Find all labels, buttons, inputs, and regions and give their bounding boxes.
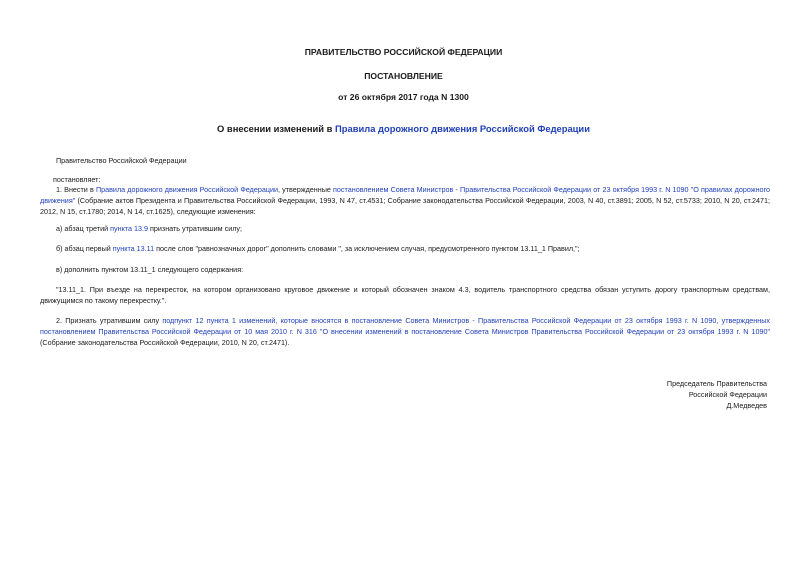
item-a-link[interactable]: пункта 13.9 bbox=[110, 224, 148, 233]
title-prefix: О внесении изменений в bbox=[217, 123, 336, 134]
item-2-text-a: 2. Признать утратившим силу bbox=[56, 316, 163, 325]
signature-country: Российской Федерации bbox=[688, 390, 767, 399]
doc-type-heading: ПОСТАНОВЛЕНИЕ bbox=[364, 71, 443, 81]
date-line: от 26 октября 2017 года N 1300 bbox=[338, 92, 469, 102]
item-1-decree-link[interactable]: постановлением Совета Министров - Правительства Российской Федерации от 23 октября 1993 г. N 1090 "О правилах дорожного движения" bbox=[40, 185, 770, 205]
item-1-paragraph bbox=[40, 184, 770, 217]
signature-block bbox=[667, 378, 767, 411]
title-rules-link[interactable]: Правила дорожного движения Российской Федерации bbox=[335, 123, 590, 134]
intro-paragraph: Правительство Российской Федерации bbox=[56, 156, 187, 165]
org-heading: ПРАВИТЕЛЬСТВО РОССИЙСКОЙ ФЕДЕРАЦИИ bbox=[304, 47, 503, 57]
item-2-paragraph bbox=[40, 315, 770, 348]
decree-word: постановляет: bbox=[53, 175, 101, 184]
item-1-text-c: (Собрание актов Президента и Правительства Российской Федерации, 1993, N 47, ст.4531; Собрание законодательства Российской Федерации, 2003, N 40, ст.3891; 2005, N 52, ст.5733; 2010, N 20, ст.2471; 2012, N 15, ст.1780; 2014, N 14, ст.1625), следующие изменения: bbox=[40, 196, 770, 216]
item-2-amendment-link[interactable]: подпункт 12 пункта 1 изменений, которые вносятся в постановление Совета Министров - Правительства Российской Федерации от 23 октября 1993 г. N 1090, утвержденных постановлением Правительства Российской Федерации от 10 мая 2010 г. N 316 "О внесении изменений в постановление Совета Министров Правительства Российской Федерации от 23 октября 1993 г. N 1090" bbox=[40, 316, 770, 336]
item-a-paragraph bbox=[40, 223, 770, 234]
item-b-text-a: б) абзац первый bbox=[56, 244, 113, 253]
quote-paragraph: "13.11_1. При въезде на перекресток, на котором организовано круговое движение и который обозначен знаком 4.3, водитель транспортного средства обязан уступить дорогу транспортным средствам, движущимся по такому перекрестку.". bbox=[40, 285, 770, 305]
item-a-text-b: признать утратившим силу; bbox=[148, 224, 242, 233]
item-1-rules-link[interactable]: Правила дорожного движения Российской Федерации bbox=[95, 185, 278, 194]
item-1-text-a: 1. Внести в bbox=[56, 185, 96, 194]
signature-position: Председатель Правительства bbox=[666, 379, 767, 388]
signature-name: Д.Медведев bbox=[726, 401, 767, 410]
item-c-paragraph: в) дополнить пунктом 13.11_1 следующего содержания: bbox=[56, 265, 244, 274]
item-b-paragraph bbox=[40, 243, 770, 254]
item-2-text-b: (Собрание законодательства Российской Федерации, 2010, N 20, ст.2471). bbox=[40, 338, 290, 347]
item-b-link[interactable]: пункта 13.11 bbox=[112, 244, 155, 253]
item-b-text-b: после слов "равнозначных дорог" дополнить словами ", за исключением случая, предусмотренного пунктом 13.11_1 Правил,"; bbox=[154, 244, 580, 253]
item-a-text-a: а) абзац третий bbox=[56, 224, 111, 233]
document-title bbox=[0, 123, 807, 134]
item-1-text-b: , утвержденные bbox=[277, 185, 334, 194]
